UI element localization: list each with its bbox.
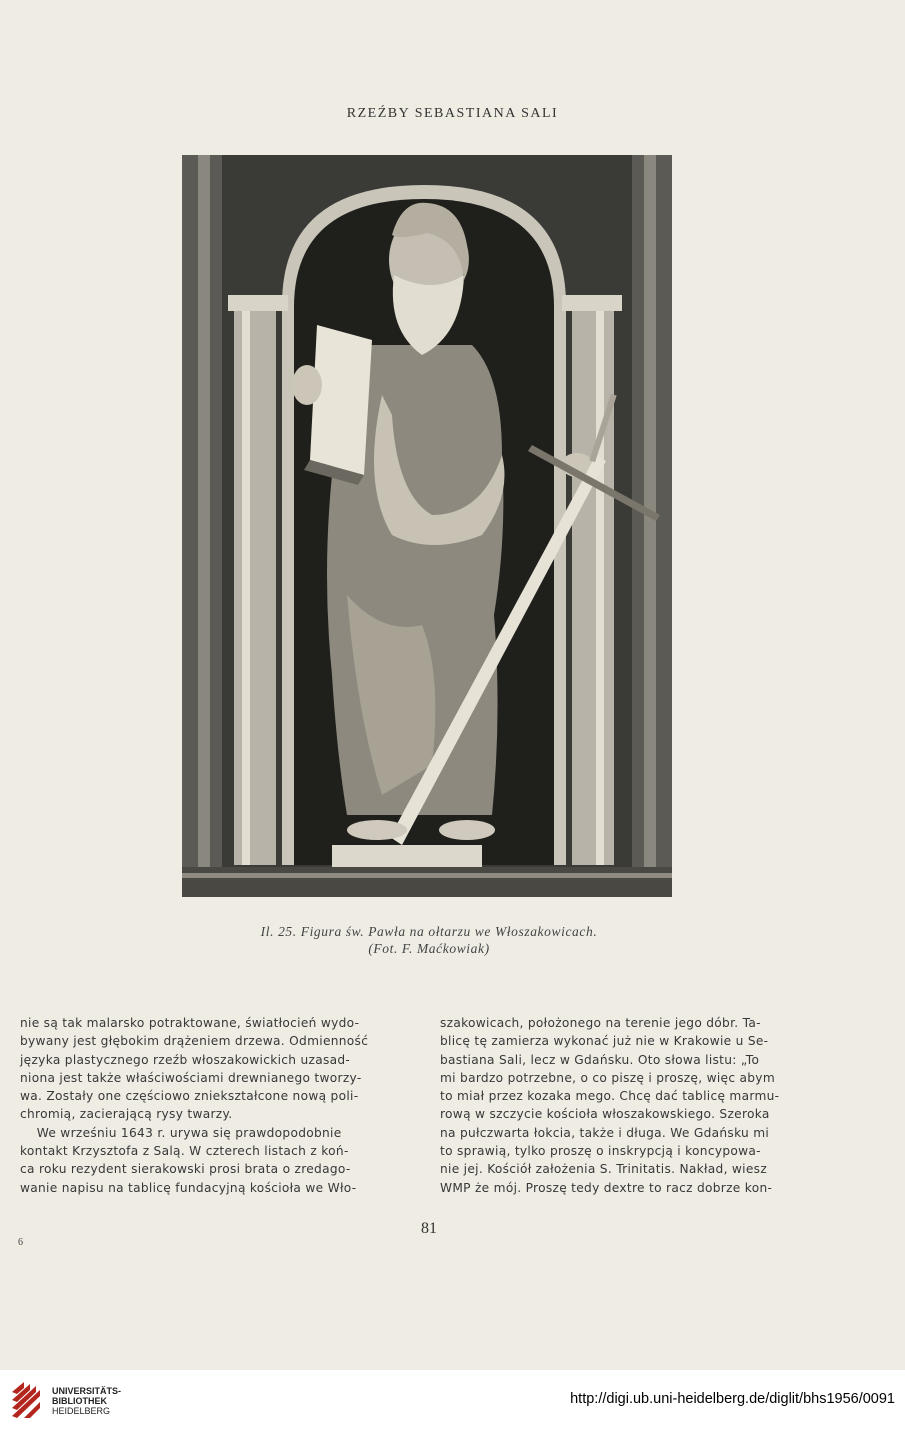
text-line: We wrześniu 1643 r. urywa się prawdopodobnie <box>20 1125 342 1140</box>
library-name <box>52 1386 121 1416</box>
text-line: chromią, zacierającą rysy twarzy. <box>20 1107 233 1122</box>
text-line: rową w szczycie kościoła włoszakowskiego. Szeroka <box>440 1107 770 1122</box>
text-line: wa. Zostały one częściowo zniekształcone nową poli- <box>20 1089 359 1104</box>
text-line: na pułczwarta łokcia, także i długa. We Gdańsku mi <box>440 1125 770 1140</box>
text-line: nie są tak malarsko potraktowane, światłocień wydo- <box>20 1016 360 1030</box>
text-line: WMP że mój. Proszę tedy dextre to racz dobrze kon- <box>440 1180 773 1195</box>
library-line-1: UNIVERSITÄTS- <box>52 1386 122 1396</box>
figure-photo <box>182 155 672 897</box>
library-line-3: HEIDELBERG <box>52 1406 111 1416</box>
text-line: to sprawią, tylko proszę o inskrypcją i koncypowa- <box>440 1144 761 1159</box>
library-line-2: BIBLIOTHEK <box>52 1396 107 1406</box>
text-line: ca roku rezydent sierakowski prosi brata o zredago- <box>20 1162 351 1177</box>
running-header: RZEŹBY SEBASTIANA SALI <box>346 106 559 121</box>
signature-mark: 6 <box>18 1237 23 1248</box>
digitization-footer <box>0 1370 905 1436</box>
text-line: niona jest także właściwościami drewnianego tworzy- <box>20 1070 362 1085</box>
page-number: 81 <box>421 1220 437 1237</box>
text-column-right <box>440 1014 838 1197</box>
text-line: mi bardzo potrzebne, o co piszę i proszę, więc abym <box>440 1070 775 1085</box>
text-line: bywany jest głębokim drążeniem drzewa. Odmienność <box>20 1034 369 1049</box>
caption-line-2: (Fot. F. Maćkowiak) <box>368 941 490 956</box>
text-line: nie jej. Kościół założenia S. Trinitatis. Nakład, wiesz <box>440 1162 768 1177</box>
text-line: wanie napisu na tablicę fundacyjną kościoła we Wło- <box>20 1180 357 1195</box>
caption-line-1: Il. 25. Figura św. Pawła na ołtarzu we Włoszakowicach. <box>260 924 598 939</box>
text-column-left <box>20 1014 418 1197</box>
statue-photograph <box>182 155 672 897</box>
text-line: to miał przez kozaka mego. Chcę dać tablicę marmu- <box>440 1089 780 1104</box>
text-line: szakowicach, położonego na terenie jego dóbr. Ta- <box>440 1016 761 1030</box>
text-line: blicę tę zamierza wykonać już nie w Krakowie u Se- <box>440 1034 769 1049</box>
library-logo-icon <box>10 1380 42 1420</box>
text-line: kontakt Krzysztofa z Salą. W czterech listach z koń- <box>20 1144 349 1159</box>
text-line: języka plastycznego rzeźb włoszakowickich uzasad- <box>20 1052 351 1067</box>
figure-caption <box>0 923 858 957</box>
permalink-url[interactable]: http://digi.ub.uni-heidelberg.de/diglit/bhs1956/0091 <box>570 1391 895 1407</box>
text-line: bastiana Sali, lecz w Gdańsku. Oto słowa listu: „To <box>440 1052 760 1067</box>
